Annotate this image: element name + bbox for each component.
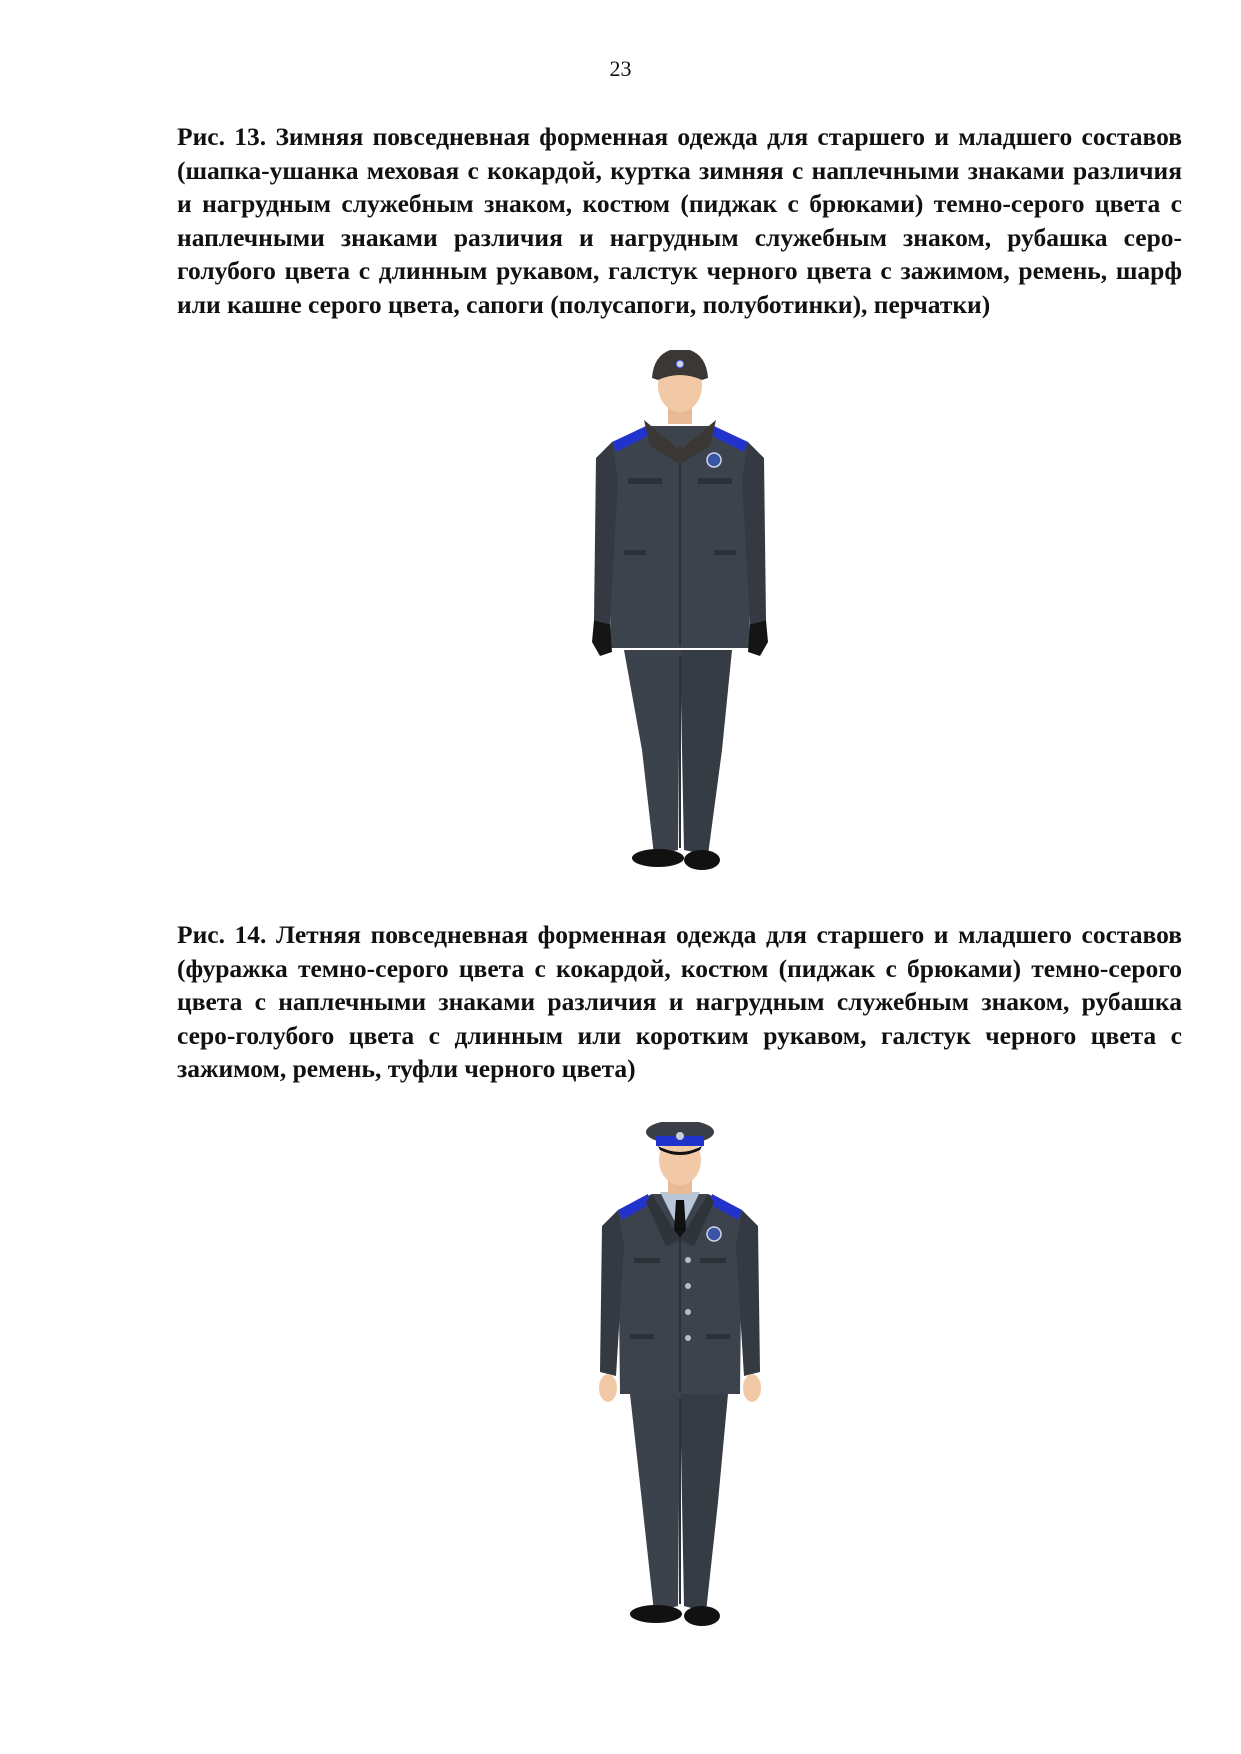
figure-14-caption: Рис. 14. Летняя повседневная форменная одежда для старшего и младшего составов (фуражка темно-серого цвета с кокардой, костюм (пиджак с брюками) темно-серого цвета с наплечными знаками различия и нагрудным служебным знаком, рубашка серо-голубого цвета с длинным или коротким рукавом, галстук черного цвета с зажимом, ремень, туфли черного цвета) (177, 920, 1182, 1083)
winter-uniform-illustration (590, 350, 770, 880)
figure-13-caption: Рис. 13. Зимняя повседневная форменная одежда для старшего и младшего составов (шапка-ушанка меховая с кокардой, куртка зимняя с наплечными знаками различия и нагрудным служебным знаком, костюм (пиджак с брюками) темно-серого цвета с наплечными знаками различия и нагрудным служебным знаком, рубашка серо-голубого цвета с длинным рукавом, галстук черного цвета с зажимом, ремень, шарф или кашне серого цвета, сапоги (полусапоги, полуботинки), перчатки) (177, 122, 1182, 319)
summer-uniform-illustration (590, 1122, 770, 1634)
page-number: 23 (609, 56, 632, 81)
